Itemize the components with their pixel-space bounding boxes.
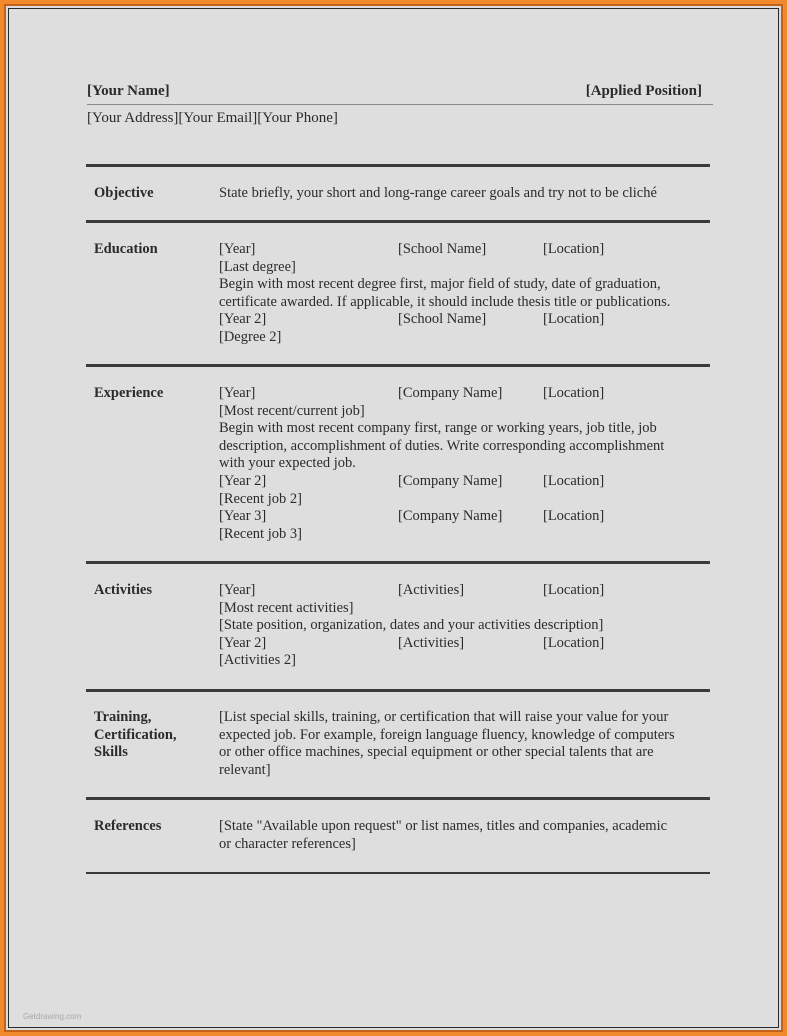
activities-entry-row xyxy=(219,582,709,600)
education-school: [School Name] xyxy=(398,311,487,328)
experience-desc-line: with your expected job. xyxy=(219,455,356,472)
references-line: or character references] xyxy=(219,835,356,852)
education-entry-row xyxy=(219,311,709,329)
education-label: Education xyxy=(94,241,158,257)
experience-company: [Company Name] xyxy=(398,508,503,525)
activities-year: [Year] xyxy=(219,582,256,598)
objective-body: State briefly, your short and long-range career goals and try not to be cliché xyxy=(219,185,657,201)
training-line: expected job. For example, foreign language fluency, knowledge of computers xyxy=(219,726,675,743)
experience-year: [Year] xyxy=(219,385,256,401)
education-body xyxy=(219,241,709,347)
activities-detail: [Activities 2] xyxy=(219,652,296,669)
watermark: Getdrawing.com xyxy=(23,1012,82,1021)
section-divider xyxy=(86,689,710,692)
training-body xyxy=(219,709,709,779)
training-label-line: Training, xyxy=(94,709,152,725)
training-line: relevant] xyxy=(219,761,271,778)
training-line: or other office machines, special equipment or other special talents that are xyxy=(219,744,654,761)
training-label xyxy=(94,709,177,762)
education-school: [School Name] xyxy=(398,241,487,257)
experience-desc-line: description, accomplishment of duties. Write corresponding accomplishment xyxy=(219,437,665,454)
experience-label: Experience xyxy=(94,385,164,401)
your-name: [Your Name] xyxy=(87,83,170,99)
education-degree: [Degree 2] xyxy=(219,328,282,345)
objective-label: Objective xyxy=(94,185,154,201)
contact-line: [Your Address][Your Email][Your Phone] xyxy=(87,110,338,126)
references-line: [State "Available upon request" or list names, titles and companies, academic xyxy=(219,818,668,834)
activities-detail: [Most recent activities] xyxy=(219,599,354,616)
education-year: [Year] xyxy=(219,241,256,257)
activities-desc-line: [State position, organization, dates and your activities description] xyxy=(219,617,604,634)
activities-location: [Location] xyxy=(543,582,605,598)
objective-text xyxy=(219,185,709,203)
training-label-line: Certification, xyxy=(94,726,177,743)
section-divider xyxy=(86,364,710,367)
experience-location: [Location] xyxy=(543,472,605,489)
experience-company: [Company Name] xyxy=(398,385,503,401)
education-year: [Year 2] xyxy=(219,311,267,328)
activities-label: Activities xyxy=(94,582,152,598)
header-divider xyxy=(87,104,713,105)
orange-frame xyxy=(4,4,783,1032)
experience-location: [Location] xyxy=(543,385,605,401)
experience-job: [Recent job 2] xyxy=(219,490,302,507)
experience-body xyxy=(219,385,709,543)
section-divider xyxy=(86,164,710,167)
experience-company: [Company Name] xyxy=(398,472,503,489)
section-divider xyxy=(86,797,710,800)
references-label: References xyxy=(94,818,162,834)
activities-entry-row xyxy=(219,635,709,653)
activities-name: [Activities] xyxy=(398,582,465,598)
activities-location: [Location] xyxy=(543,634,605,651)
resume-page xyxy=(9,9,778,1027)
activities-body xyxy=(219,582,709,670)
section-divider xyxy=(86,561,710,564)
education-entry-row xyxy=(219,241,709,259)
education-location: [Location] xyxy=(543,241,605,257)
experience-desc-line: Begin with most recent company first, range or working years, job title, job xyxy=(219,420,657,437)
references-body xyxy=(219,818,709,853)
bottom-divider xyxy=(86,872,710,874)
resume-paper xyxy=(8,8,779,1028)
section-divider xyxy=(86,220,710,223)
experience-job: [Most recent/current job] xyxy=(219,402,365,419)
applied-position: [Applied Position] xyxy=(585,83,702,99)
experience-entry-row xyxy=(219,385,709,403)
training-label-line: Skills xyxy=(94,744,128,760)
education-desc-line: certificate awarded. If applicable, it should include thesis title or publications. xyxy=(219,293,671,310)
education-location: [Location] xyxy=(543,311,605,328)
activities-name: [Activities] xyxy=(398,634,465,651)
experience-year: [Year 2] xyxy=(219,472,267,489)
training-line: [List special skills, training, or certification that will raise your value for your xyxy=(219,709,669,725)
experience-entry-row xyxy=(219,508,709,526)
activities-year: [Year 2] xyxy=(219,634,267,651)
experience-entry-row xyxy=(219,473,709,491)
experience-job: [Recent job 3] xyxy=(219,525,302,542)
education-desc-line: Begin with most recent degree first, major field of study, date of graduation, xyxy=(219,276,661,293)
education-degree: [Last degree] xyxy=(219,258,296,275)
experience-location: [Location] xyxy=(543,508,605,525)
experience-year: [Year 3] xyxy=(219,508,267,525)
